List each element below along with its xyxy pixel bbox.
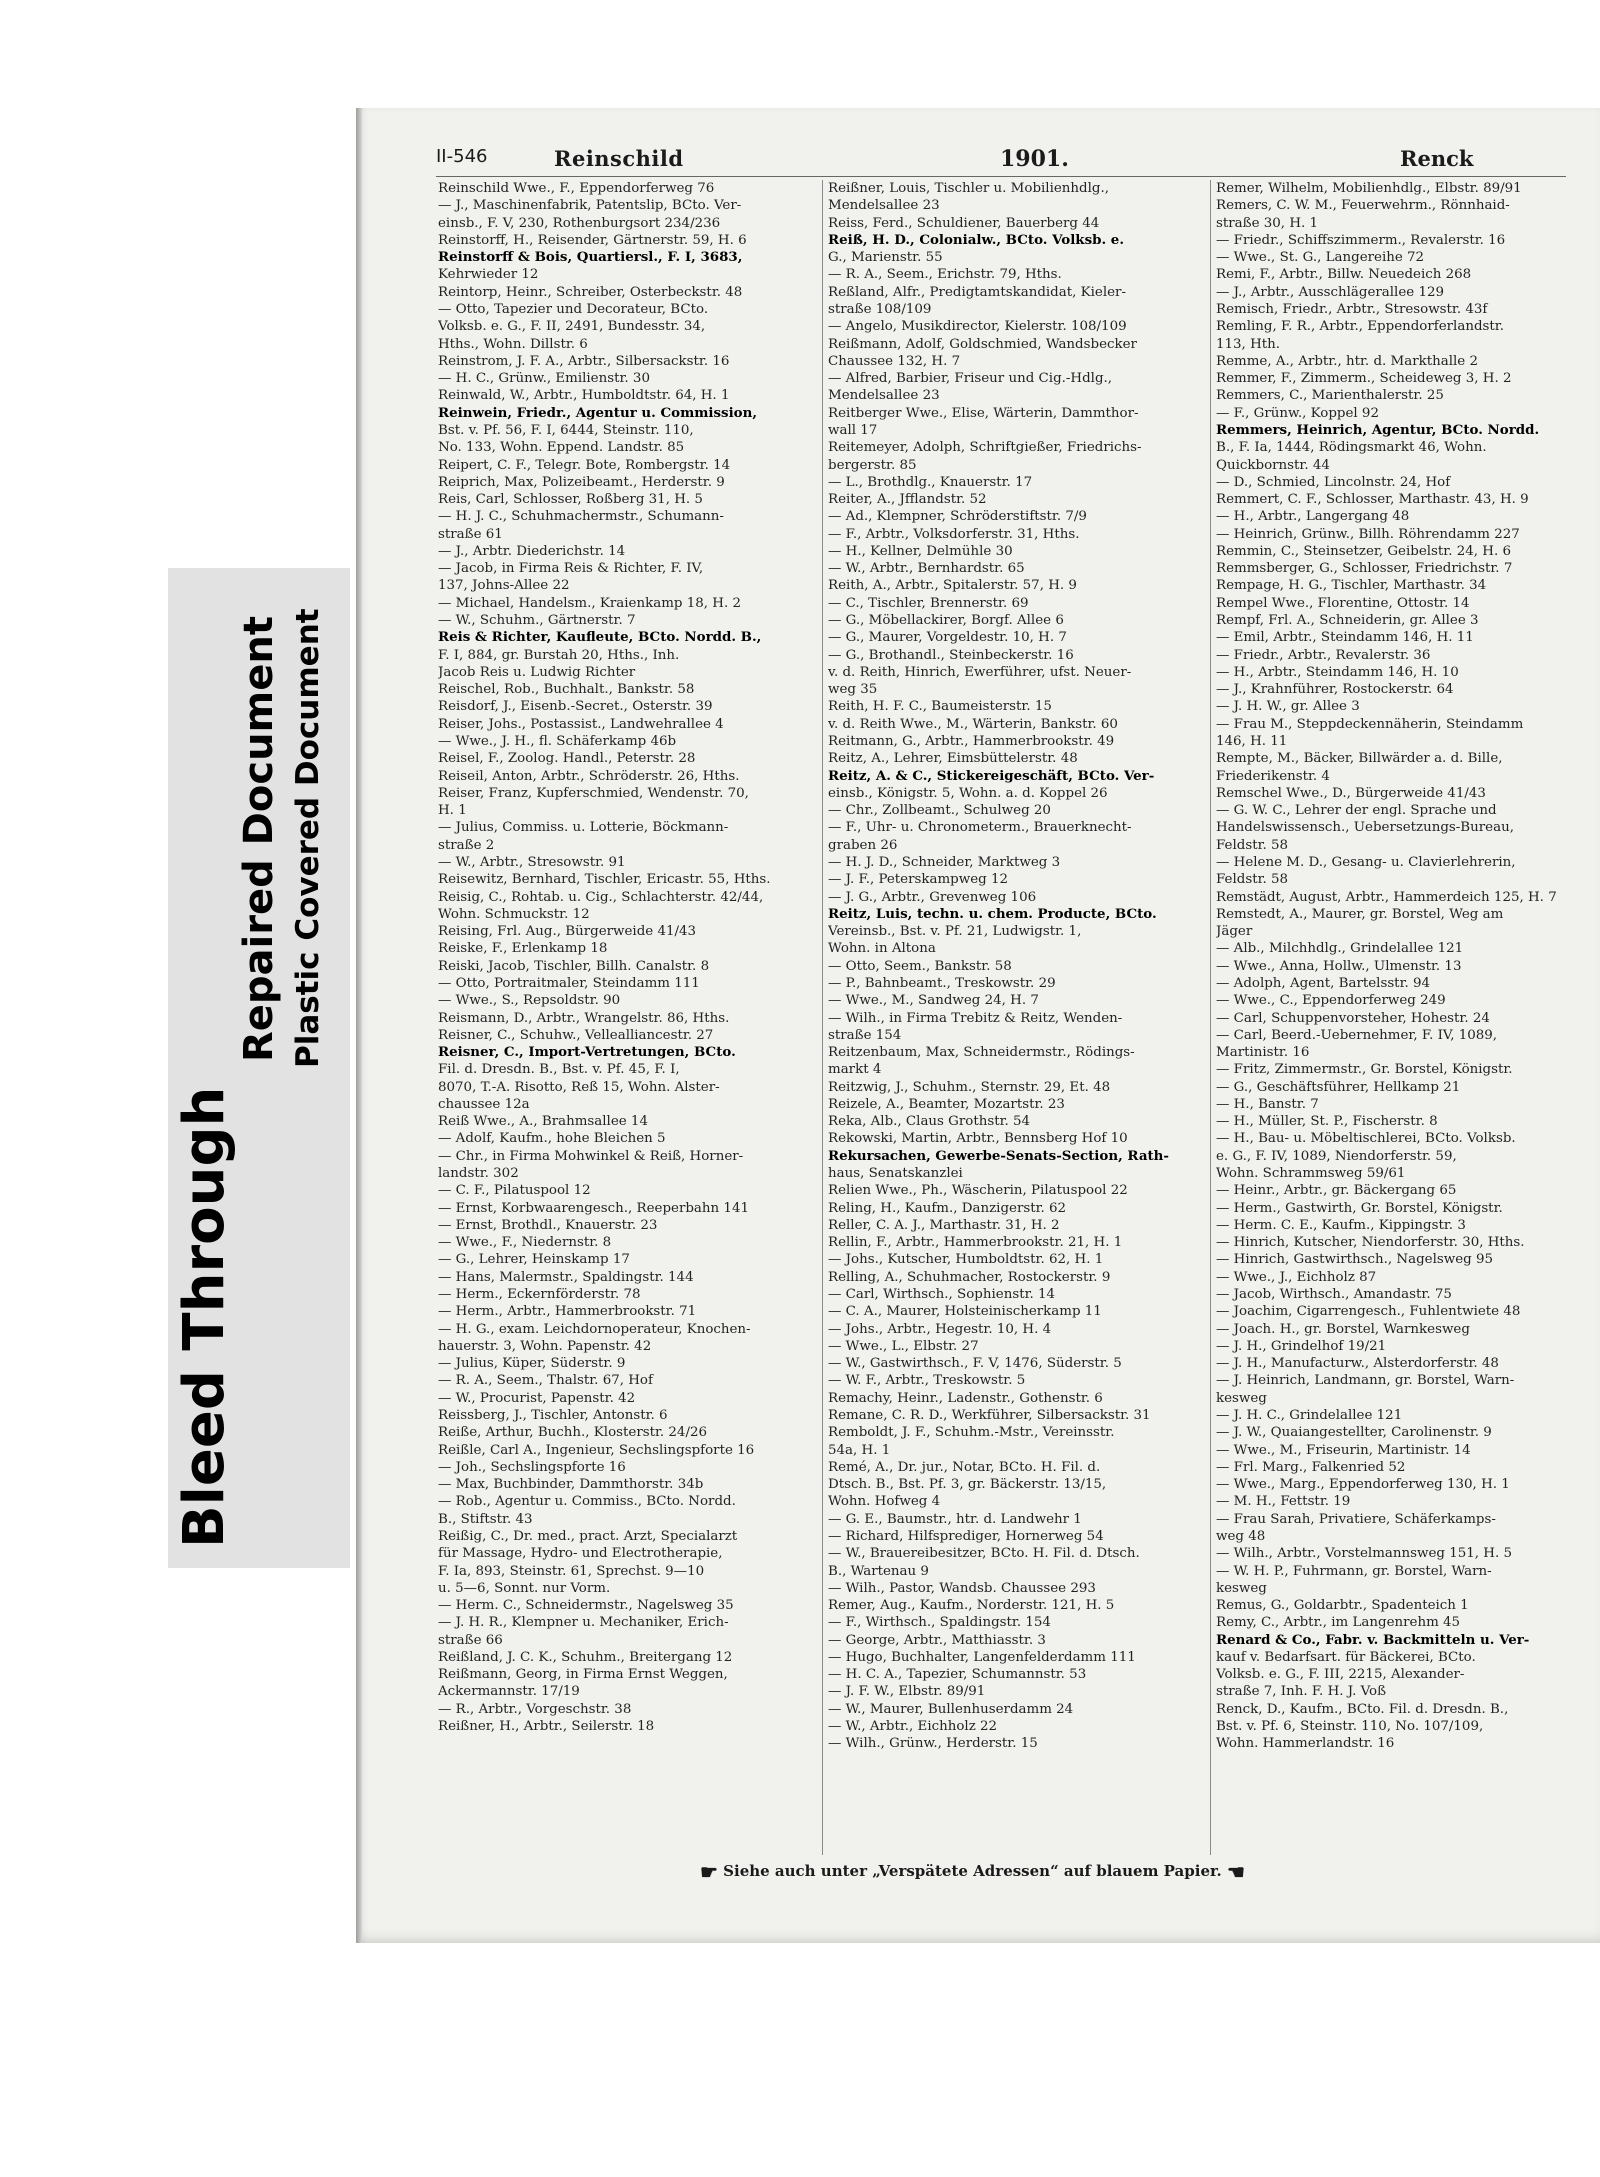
directory-entry: Mendelsallee 23 [828,388,940,404]
directory-entry: 8070, T.-A. Risotto, Reß 15, Wohn. Alster- [438,1079,720,1095]
directory-entry: Reißner, H., Arbtr., Seilerstr. 18 [438,1719,655,1735]
repaired-document-label: Repaired Document [236,616,282,1062]
directory-entry: — Heinrich, Grünw., Billh. Röhrendamm 227 [1216,526,1520,542]
directory-entry: — Fritz, Zimmermstr., Gr. Borstel, Königstr. [1216,1062,1513,1078]
directory-entry: — Herm., Eckernförderstr. 78 [438,1287,641,1302]
directory-entry: — Johs., Kutscher, Humboldtstr. 62, H. 1 [828,1252,1104,1268]
directory-entry: Ackermannstr. 17/19 [438,1684,580,1700]
directory-entry: Fil. d. Dresdn. B., Bst. v. Pf. 45, F. I, [438,1062,680,1078]
directory-entry: v. d. Reith Wwe., M., Wärterin, Bankstr. 60 [828,716,1118,732]
directory-entry: — G., Geschäftsführer, Hellkamp 21 [1216,1079,1461,1095]
directory-entry: straße 2 [438,837,495,853]
directory-column-1 [438,180,810,1860]
directory-entry: — Alb., Milchhdlg., Grindelallee 121 [1216,941,1464,957]
directory-entry: F. Ia, 893, Steinstr. 61, Sprechst. 9—10 [438,1563,705,1579]
directory-entry: Reitzenbaum, Max, Schneidermstr., Rödings- [828,1045,1135,1061]
directory-entry: Reiss, Ferd., Schuldiener, Bauerberg 44 [828,215,1100,231]
directory-entry: — H., Müller, St. P., Fischerstr. 8 [1216,1114,1438,1130]
directory-entry: Reinwein, Friedr., Agentur u. Commission, [438,404,757,421]
directory-entry: — Joach. H., gr. Borstel, Warnkesweg [1216,1321,1470,1337]
directory-entry: — R. A., Seem., Thalstr. 67, Hof [438,1373,653,1389]
directory-entry: Reischel, Rob., Buchhalt., Bankstr. 58 [438,682,695,698]
directory-entry: — Hinrich, Gastwirthsch., Nagelsweg 95 [1216,1252,1494,1268]
directory-entry: — Helene M. D., Gesang- u. Clavierlehrerin, [1216,854,1516,870]
directory-entry: Bst. v. Pf. 6, Steinstr. 110, No. 107/109, [1216,1719,1484,1735]
directory-entry: — W., Brauereibesitzer, BCto. H. Fil. d. Dtsch. [828,1546,1140,1562]
directory-entry: — G. E., Baumstr., htr. d. Landwehr 1 [828,1511,1082,1527]
directory-entry: — J. H. W., gr. Allee 3 [1216,699,1360,715]
directory-entry: B., Wartenau 9 [828,1563,929,1579]
directory-entry: — J. F. W., Elbstr. 89/91 [828,1684,986,1700]
directory-entry: — Julius, Commiss. u. Lotterie, Böckmann- [438,820,729,836]
directory-entry: Reißmann, Georg, in Firma Ernst Weggen, [438,1667,728,1683]
directory-entry: — J., Arbtr., Ausschlägerallee 129 [1216,284,1445,300]
directory-entry: Remmsberger, G., Schlosser, Friedrichstr. 7 [1216,561,1513,577]
page-number: II-546 [436,146,488,167]
directory-entry: Reith, H. F. C., Baumeisterstr. 15 [828,699,1052,715]
directory-entry: — Chr., in Firma Mohwinkel & Reiß, Horner- [438,1148,744,1164]
directory-entry: Remi, F., Arbtr., Billw. Neuedeich 268 [1216,267,1472,283]
directory-entry: haus, Senatskanzlei [828,1166,963,1182]
directory-entry: Remer, Aug., Kaufm., Norderstr. 121, H. 5 [828,1598,1115,1614]
directory-entry: — W. H. P., Fuhrmann, gr. Borstel, Warn- [1216,1563,1492,1579]
directory-entry: Reis, Carl, Schlosser, Roßberg 31, H. 5 [438,492,703,508]
directory-entry: — Frau Sarah, Privatiere, Schäferkamps- [1216,1511,1496,1527]
directory-entry: Remmin, C., Steinsetzer, Geibelstr. 24, H. 6 [1216,543,1511,559]
directory-entry: — H. J. D., Schneider, Marktweg 3 [828,854,1061,870]
directory-entry: landstr. 302 [438,1166,519,1182]
directory-entry: — Carl, Wirthsch., Sophienstr. 14 [828,1287,1056,1302]
directory-entry: — J. H. R., Klempner u. Mechaniker, Erich- [438,1615,729,1631]
directory-entry: — Alfred, Barbier, Friseur und Cig.-Hdlg., [828,371,1113,387]
directory-entry: Reiter, A., Jfflandstr. 52 [828,492,987,508]
directory-entry: Reitzwig, J., Schuhm., Sternstr. 29, Et. 48 [828,1079,1111,1095]
directory-entry: B., Stiftstr. 43 [438,1511,533,1527]
directory-entry: Feldstr. 58 [1216,872,1289,888]
directory-entry: Reßland, Alfr., Predigtamtskandidat, Kieler- [828,284,1126,300]
directory-entry: Reipert, C. F., Telegr. Bote, Rombergstr. 14 [438,457,731,473]
directory-entry: — Hugo, Buchhalter, Langenfelderdamm 111 [828,1649,1136,1665]
directory-entry: — Julius, Küper, Süderstr. 9 [438,1356,626,1372]
directory-entry: Remling, F. R., Arbtr., Eppendorferlandstr. [1216,319,1504,335]
directory-entry: Reisig, C., Rohtab. u. Cig., Schlachterstr. 42/44, [438,889,764,905]
directory-entry: — H. C. A., Tapezier, Schumannstr. 53 [828,1667,1087,1683]
directory-entry: wall 17 [828,422,878,438]
directory-entry: — G. W. C., Lehrer der engl. Sprache und [1216,803,1497,819]
directory-entry: — Wwe., Anna, Hollw., Ulmenstr. 13 [1216,958,1462,974]
directory-entry: Reiße, Arthur, Buchh., Klosterstr. 24/26 [438,1425,708,1441]
directory-entry: Reiser, Franz, Kupferschmied, Wendenstr. 70, [438,785,749,801]
directory-entry: Reitz, A., Lehrer, Eimsbüttelerstr. 48 [828,751,1078,767]
directory-entry: — Wwe., J., Eichholz 87 [1216,1269,1377,1285]
directory-entry: — Wwe., M., Friseurin, Martinistr. 14 [1216,1442,1471,1458]
directory-entry: Remane, C. R. D., Werkführer, Silbersackstr. 31 [828,1407,1151,1423]
directory-entry: — Jacob, in Firma Reis & Richter, F. IV, [438,561,704,577]
directory-entry: Renard & Co., Fabr. v. Backmitteln u. Ver- [1216,1631,1530,1648]
directory-entry: — Otto, Seem., Bankstr. 58 [828,958,1012,974]
directory-entry: einsb., F. V, 230, Rothenburgsort 234/236 [438,215,721,231]
directory-entry: Remy, C., Arbtr., im Langenrehm 45 [1216,1615,1461,1631]
header-year: 1901. [1000,146,1069,172]
directory-entry: 54a, H. 1 [828,1442,891,1458]
directory-entry: Reißland, J. C. K., Schuhm., Breitergang 12 [438,1649,733,1665]
directory-entry: — W., Arbtr., Eichholz 22 [828,1719,998,1735]
header-rule [436,176,1566,177]
directory-entry: Relling, A., Schuhmacher, Rostockerstr. 9 [828,1269,1111,1285]
directory-entry: Remboldt, J. F., Schuhm.-Mstr., Vereinsstr. [828,1425,1115,1441]
directory-entry: Remisch, Friedr., Arbtr., Stresowstr. 43f [1216,301,1488,317]
directory-entry: Remmers, Heinrich, Agentur, BCto. Nordd. [1216,421,1540,438]
directory-entry: — Joachim, Cigarrengesch., Fuhlentwiete 48 [1216,1304,1521,1320]
directory-entry: Reller, C. A. J., Marthastr. 31, H. 2 [828,1217,1060,1233]
directory-entry: Wohn. in Altona [828,941,936,957]
directory-entry: Vereinsb., Bst. v. Pf. 21, Ludwigstr. 1, [828,924,1082,940]
directory-entry: Reitmann, G., Arbtr., Hammerbrookstr. 49 [828,734,1115,749]
directory-entry: Remachy, Heinr., Ladenstr., Gothenstr. 6 [828,1390,1103,1406]
directory-entry: H. 1 [438,803,467,819]
directory-entry: Reissberg, J., Tischler, Antonstr. 6 [438,1407,668,1423]
directory-entry: — G., Brothandl., Steinbeckerstr. 16 [828,647,1074,663]
directory-entry: Reisdorf, J., Eisenb.-Secret., Osterstr. 39 [438,699,713,715]
directory-entry: Reißig, C., Dr. med., pract. Arzt, Specialarzt [438,1528,738,1544]
directory-entry: Reith, A., Arbtr., Spitalerstr. 57, H. 9 [828,578,1077,594]
directory-entry: Jäger [1216,924,1253,940]
directory-entry: Reißmann, Adolf, Goldschmied, Wandsbecker [828,336,1137,352]
directory-entry: Remme, A., Arbtr., htr. d. Markthalle 2 [1216,353,1478,369]
directory-entry: — J., Maschinenfabrik, Patentslip, BCto. Ver- [438,198,742,214]
directory-entry: — J., Krahnführer, Rostockerstr. 64 [1216,682,1454,698]
directory-column-2 [828,180,1200,1860]
directory-entry: Reitz, Luis, techn. u. chem. Producte, BCto. [828,905,1157,922]
pointing-hand-right-icon: ☛ [700,1860,718,1884]
directory-entry: — W., Arbtr., Stresowstr. 91 [438,854,626,870]
directory-entry: — W., Gastwirthsch., F. V, 1476, Süderstr. 5 [828,1356,1122,1372]
directory-entry: Reiprich, Max, Polizeibeamt., Herderstr. 9 [438,474,725,490]
directory-entry: Reiser, Johs., Postassist., Landwehrallee 4 [438,716,724,732]
directory-entry: Remé, A., Dr. jur., Notar, BCto. H. Fil. d. [828,1459,1101,1475]
directory-entry: Martinistr. 16 [1216,1045,1310,1061]
directory-entry: Reinwald, W., Arbtr., Humboldtstr. 64, H. 1 [438,388,730,404]
directory-entry: — Hinrich, Kutscher, Niendorferstr. 30, Hths. [1216,1235,1525,1251]
directory-entry: weg 48 [1216,1528,1266,1544]
directory-entry: — H., Bau- u. Möbeltischlerei, BCto. Volksb. [1216,1131,1516,1147]
directory-entry: — Wilh., in Firma Trebitz & Reitz, Wenden- [828,1010,1123,1026]
directory-entry: — Wwe., S., Repsoldstr. 90 [438,993,621,1009]
directory-entry: — Richard, Hilfsprediger, Hornerweg 54 [828,1528,1104,1544]
directory-entry: — M. H., Fettstr. 19 [1216,1494,1351,1510]
column-divider [822,180,823,1855]
directory-entry: — Emil, Arbtr., Steindamm 146, H. 11 [1216,630,1474,646]
directory-entry: straße 7, Inh. F. H. J. Voß [1216,1684,1387,1700]
directory-entry: — Adolph, Agent, Bartelsstr. 94 [1216,975,1431,991]
directory-entry: — Wwe., L., Elbstr. 27 [828,1338,979,1354]
directory-entry: hauerstr. 3, Wohn. Papenstr. 42 [438,1338,652,1354]
directory-entry: Reisner, C., Schuhw., Vellealliancestr. 27 [438,1027,714,1043]
directory-entry: Handelswissensch., Uebersetzungs-Bureau, [1216,820,1514,836]
directory-entry: — Angelo, Musikdirector, Kielerstr. 108/109 [828,319,1127,335]
directory-entry: — R. A., Seem., Erichstr. 79, Hths. [828,267,1062,283]
directory-entry: Rempte, M., Bäcker, Billwärder a. d. Bille, [1216,751,1503,767]
plastic-covered-label: Plastic Covered Document [290,608,326,1068]
directory-entry: — Adolf, Kaufm., hohe Bleichen 5 [438,1131,666,1147]
directory-entry: — F., Grünw., Koppel 92 [1216,405,1379,421]
directory-entry: — Otto, Portraitmaler, Steindamm 111 [438,975,700,991]
directory-entry: — Carl, Beerd.-Uebernehmer, F. IV, 1089, [1216,1027,1498,1043]
directory-entry: bergerstr. 85 [828,457,917,473]
directory-entry: Bst. v. Pf. 56, F. I, 6444, Steinstr. 110, [438,422,694,438]
footer-text: Siehe auch unter „Verspätete Adressen“ auf blauem Papier. [723,1862,1222,1880]
directory-entry: Wohn. Hammerlandstr. 16 [1216,1736,1395,1752]
directory-entry: — J. F., Peterskampweg 12 [828,872,1008,888]
directory-entry: — Wilh., Grünw., Herderstr. 15 [828,1736,1038,1752]
pointing-hand-left-icon: ☚ [1226,1860,1245,1884]
directory-entry: Reinstrom, J. F. A., Arbtr., Silbersackstr. 16 [438,353,730,369]
directory-entry: — J. H., Manufacturw., Alsterdorferstr. 48 [1216,1356,1499,1372]
directory-entry: — Joh., Sechslingspforte 16 [438,1459,626,1475]
directory-entry: — Wwe., Marg., Eppendorferweg 130, H. 1 [1216,1477,1510,1493]
directory-entry: Rempf, Frl. A., Schneiderin, gr. Allee 3 [1216,613,1479,629]
directory-entry: B., F. Ia, 1444, Rödingsmarkt 46, Wohn. [1216,440,1487,456]
directory-entry: — Otto, Tapezier und Decorateur, BCto. [438,301,709,317]
directory-entry: — Friedr., Schiffszimmerm., Revalerstr. 16 [1216,232,1506,248]
directory-entry: Reitberger Wwe., Elise, Wärterin, Dammthor- [828,405,1139,421]
directory-entry: — Ernst, Brothdl., Knauerstr. 23 [438,1217,658,1233]
directory-entry: — Herm. C., Schneidermstr., Nagelsweg 35 [438,1598,734,1614]
directory-entry: für Massage, Hydro- und Electrotherapie, [438,1546,723,1562]
directory-entry: — Wwe., J. H., fl. Schäferkamp 46b [438,734,677,749]
directory-entry: Wohn. Schmuckstr. 12 [438,906,590,922]
directory-entry: — Wwe., M., Sandweg 24, H. 7 [828,993,1039,1009]
directory-entry: straße 30, H. 1 [1216,215,1319,231]
directory-entry: Reinschild Wwe., F., Eppendorferweg 76 [438,181,715,196]
page-binding-edge [356,108,362,1943]
directory-entry: Remstedt, A., Maurer, gr. Borstel, Weg am [1216,906,1504,922]
directory-entry: straße 108/109 [828,301,932,317]
directory-entry: — Chr., Zollbeamt., Schulweg 20 [828,803,1051,819]
directory-entry: Reisner, C., Import-Vertretungen, BCto. [438,1044,736,1061]
directory-entry: — J. Heinrich, Landmann, gr. Borstel, Warn- [1216,1373,1515,1389]
directory-entry: Renck, D., Kaufm., BCto. Fil. d. Dresdn. B., [1216,1701,1509,1717]
directory-entry: Reißner, Louis, Tischler u. Mobilienhdlg., [828,181,1109,196]
directory-entry: Hths., Wohn. Dillstr. 6 [438,336,588,352]
directory-entry: kesweg [1216,1580,1267,1596]
directory-entry: — F., Uhr- u. Chronometerm., Brauerknecht- [828,820,1132,836]
directory-entry: — H. J. C., Schuhmachermstr., Schumann- [438,509,724,525]
directory-entry: Reis & Richter, Kaufleute, BCto. Nordd. B., [438,629,762,646]
directory-entry: Remus, G., Goldarbtr., Spadenteich 1 [1216,1598,1469,1614]
directory-entry: Reintorp, Heinr., Schreiber, Osterbeckstr. 48 [438,284,743,300]
directory-entry: — Frau M., Steppdeckennäherin, Steindamm [1216,716,1524,732]
directory-entry: — Heinr., Arbtr., gr. Bäckergang 65 [1216,1183,1457,1199]
directory-entry: — R., Arbtr., Vorgeschstr. 38 [438,1701,632,1717]
directory-entry: Friederikenstr. 4 [1216,768,1330,784]
directory-entry: — J., Arbtr. Diederichstr. 14 [438,543,626,559]
header-right-keyword: Renck [1400,146,1474,171]
directory-entry: — G., Maurer, Vorgeldestr. 10, H. 7 [828,630,1067,646]
directory-entry: Remschel Wwe., D., Bürgerweide 41/43 [1216,785,1486,801]
directory-entry: — C. A., Maurer, Holsteinischerkamp 11 [828,1304,1102,1320]
directory-entry: Volksb. e. G., F. II, 2491, Bundesstr. 34, [438,319,706,335]
directory-entry: — W. F., Arbtr., Treskowstr. 5 [828,1373,1026,1389]
directory-entry: Reisewitz, Bernhard, Tischler, Ericastr. 55, Hths. [438,872,771,888]
directory-entry: Reizele, A., Beamter, Mozartstr. 23 [828,1096,1065,1112]
directory-entry: chaussee 12a [438,1096,530,1112]
directory-entry: — W., Arbtr., Bernhardstr. 65 [828,561,1025,577]
directory-column-3 [1216,180,1591,1860]
directory-entry: Reiski, Jacob, Tischler, Billh. Canalstr. 8 [438,958,710,974]
directory-entry: — L., Brothdlg., Knauerstr. 17 [828,474,1033,490]
directory-entry: — H., Banstr. 7 [1216,1096,1319,1112]
directory-entry: Quickbornstr. 44 [1216,457,1330,473]
header-left-keyword: Reinschild [554,146,684,171]
directory-entry: — Herm. C. E., Kaufm., Kippingstr. 3 [1216,1217,1466,1233]
directory-entry: Reiß, H. D., Colonialw., BCto. Volksb. e. [828,231,1124,248]
directory-entry: Chaussee 132, H. 7 [828,353,961,369]
directory-entry: — Wwe., St. G., Langereihe 72 [1216,250,1425,266]
directory-entry: Feldstr. 58 [1216,837,1289,853]
directory-entry: graben 26 [828,837,898,853]
directory-entry: Reisel, F., Zoolog. Handl., Peterstr. 28 [438,751,696,767]
directory-entry: Reismann, D., Arbtr., Wrangelstr. 86, Hths. [438,1010,730,1026]
directory-entry: Reißle, Carl A., Ingenieur, Sechslingspforte 16 [438,1442,755,1458]
directory-entry: — Rob., Agentur u. Commiss., BCto. Nordd. [438,1494,736,1510]
directory-entry: — W., Schuhm., Gärtnerstr. 7 [438,613,636,629]
directory-entry: — Wwe., F., Niedernstr. 8 [438,1235,612,1251]
directory-entry: — F., Wirthsch., Spaldingstr. 154 [828,1615,1051,1631]
directory-entry: Relien Wwe., Ph., Wäscherin, Pilatuspool 22 [828,1183,1128,1199]
directory-entry: Wohn. Schrammsweg 59/61 [1216,1166,1406,1182]
directory-entry: Reinstorff, H., Reisender, Gärtnerstr. 59, H. 6 [438,232,747,248]
footer-note [700,1860,1245,1884]
directory-entry: — Michael, Handelsm., Kraienkamp 18, H. 2 [438,595,741,611]
directory-entry: Reka, Alb., Claus Grothstr. 54 [828,1114,1031,1130]
directory-entry: G., Marienstr. 55 [828,250,943,266]
directory-entry: Reitemeyer, Adolph, Schriftgießer, Friedrichs- [828,440,1142,456]
directory-entry: 146, H. 11 [1216,734,1288,749]
directory-entry: kauf v. Bedarfsart. für Bäckerei, BCto. [1216,1649,1476,1665]
directory-entry: 137, Johns-Allee 22 [438,578,570,594]
directory-entry: straße 66 [438,1632,503,1648]
directory-entry: F. I, 884, gr. Burstah 20, Hths., Inh. [438,647,680,663]
directory-entry: Rempel Wwe., Florentine, Ottostr. 14 [1216,595,1470,611]
directory-entry: — Wilh., Pastor, Wandsb. Chaussee 293 [828,1580,1096,1596]
directory-entry: Wohn. Hofweg 4 [828,1494,941,1510]
directory-entry: Volksb. e. G., F. III, 2215, Alexander- [1216,1667,1465,1683]
directory-entry: — Frl. Marg., Falkenried 52 [1216,1459,1406,1475]
directory-entry: — Friedr., Arbtr., Revalerstr. 36 [1216,647,1431,663]
directory-entry: 113, Hth. [1216,336,1281,352]
directory-entry: — G., Möbellackirer, Borgf. Allee 6 [828,613,1064,629]
directory-entry: — H., Kellner, Delmühle 30 [828,543,1013,559]
directory-entry: — D., Schmied, Lincolnstr. 24, Hof [1216,474,1451,490]
directory-entry: Reising, Frl. Aug., Bürgerweide 41/43 [438,924,697,940]
directory-entry: No. 133, Wohn. Eppend. Landstr. 85 [438,440,685,456]
directory-entry: Reiseil, Anton, Arbtr., Schröderstr. 26, Hths. [438,768,740,784]
directory-entry: Rellin, F., Arbtr., Hammerbrookstr. 21, H. 1 [828,1235,1123,1251]
bleed-through-label: Bleed Through [172,1086,237,1548]
directory-entry: — Max, Buchbinder, Dammthorstr. 34b [438,1477,704,1493]
directory-entry: straße 61 [438,526,503,542]
directory-entry: einsb., Königstr. 5, Wohn. a. d. Koppel 26 [828,785,1108,801]
directory-entry: — Herm., Arbtr., Hammerbrookstr. 71 [438,1304,697,1320]
directory-entry: u. 5—6, Sonnt. nur Vorm. [438,1580,611,1596]
directory-entry: markt 4 [828,1062,882,1078]
directory-entry: Remmer, F., Zimmerm., Scheideweg 3, H. 2 [1216,371,1512,387]
directory-entry: Rekowski, Martin, Arbtr., Bennsberg Hof 10 [828,1131,1128,1147]
directory-entry: — J. H. C., Grindelallee 121 [1216,1407,1403,1423]
directory-entry: Remmers, C., Marienthalerstr. 25 [1216,388,1444,404]
directory-entry: Reitz, A. & C., Stickereigeschäft, BCto. Ver- [828,767,1155,784]
directory-entry: — H., Arbtr., Steindamm 146, H. 10 [1216,664,1459,680]
directory-entry: — C. F., Pilatuspool 12 [438,1183,591,1199]
directory-entry: Reiß Wwe., A., Brahmsallee 14 [438,1114,648,1130]
directory-entry: Rempage, H. G., Tischler, Marthastr. 34 [1216,578,1487,594]
directory-entry: — J. G., Arbtr., Grevenweg 106 [828,889,1037,905]
directory-entry: — H., Arbtr., Langergang 48 [1216,509,1410,525]
directory-entry: — Johs., Arbtr., Hegestr. 10, H. 4 [828,1321,1052,1337]
directory-entry: v. d. Reith, Hinrich, Ewerführer, ufst. Neuer- [828,664,1132,680]
directory-entry: — W., Procurist, Papenstr. 42 [438,1390,636,1406]
directory-entry: — F., Arbtr., Volksdorferstr. 31, Hths. [828,526,1080,542]
directory-entry: e. G., F. IV, 1089, Niendorferstr. 59, [1216,1148,1457,1164]
directory-entry: Dtsch. B., Bst. Pf. 3, gr. Bäckerstr. 13/15, [828,1477,1107,1493]
directory-entry: Remstädt, August, Arbtr., Hammerdeich 125, H. 7 [1216,889,1557,905]
directory-entry: — J. W., Quaiangestellter, Carolinenstr. 9 [1216,1425,1492,1441]
directory-entry: — Wilh., Arbtr., Vorstelmannsweg 151, H. 5 [1216,1546,1513,1562]
directory-entry: Remmert, C. F., Schlosser, Marthastr. 43, H. 9 [1216,492,1529,508]
directory-entry: Reiske, F., Erlenkamp 18 [438,941,608,957]
directory-entry: — H. G., exam. Leichdornoperateur, Knochen- [438,1321,751,1337]
directory-entry: Jacob Reis u. Ludwig Richter [438,664,636,680]
directory-entry: — Hans, Malermstr., Spaldingstr. 144 [438,1269,694,1285]
directory-entry: weg 35 [828,682,878,698]
directory-entry: Mendelsallee 23 [828,198,940,214]
directory-entry: — H. C., Grünw., Emilienstr. 30 [438,371,650,387]
directory-entry: Reling, H., Kaufm., Danzigerstr. 62 [828,1200,1067,1216]
directory-entry: — Carl, Schuppenvorsteher, Hohestr. 24 [1216,1010,1490,1026]
directory-entry: — C., Tischler, Brennerstr. 69 [828,595,1029,611]
directory-entry: — Herm., Gastwirth, Gr. Borstel, Königstr. [1216,1200,1503,1216]
column-divider [1210,180,1211,1855]
directory-entry: — P., Bahnbeamt., Treskowstr. 29 [828,975,1056,991]
directory-entry: — Ad., Klempner, Schröderstiftstr. 7/9 [828,509,1087,525]
directory-entry: — Ernst, Korbwaarengesch., Reeperbahn 141 [438,1200,749,1216]
directory-entry: Rekursachen, Gewerbe-Senats-Section, Rath- [828,1147,1169,1164]
directory-entry: Kehrwieder 12 [438,267,539,283]
directory-entry: — G., Lehrer, Heinskamp 17 [438,1252,630,1268]
directory-entry: — J. H., Grindelhof 19/21 [1216,1338,1387,1354]
directory-entry: — Jacob, Wirthsch., Amandastr. 75 [1216,1287,1452,1302]
directory-entry: straße 154 [828,1027,902,1043]
directory-entry: Reinstorff & Bois, Quartiersl., F. I, 3683, [438,249,743,266]
directory-entry: — W., Maurer, Bullenhuserdamm 24 [828,1701,1074,1717]
directory-entry: kesweg [1216,1390,1267,1406]
directory-entry: — Wwe., C., Eppendorferweg 249 [1216,993,1446,1009]
directory-entry: Remer, Wilhelm, Mobilienhdlg., Elbstr. 89/91 [1216,181,1522,196]
directory-entry: Remers, C. W. M., Feuerwehrm., Rönnhaid- [1216,198,1510,214]
directory-entry: — George, Arbtr., Matthiasstr. 3 [828,1632,1046,1648]
